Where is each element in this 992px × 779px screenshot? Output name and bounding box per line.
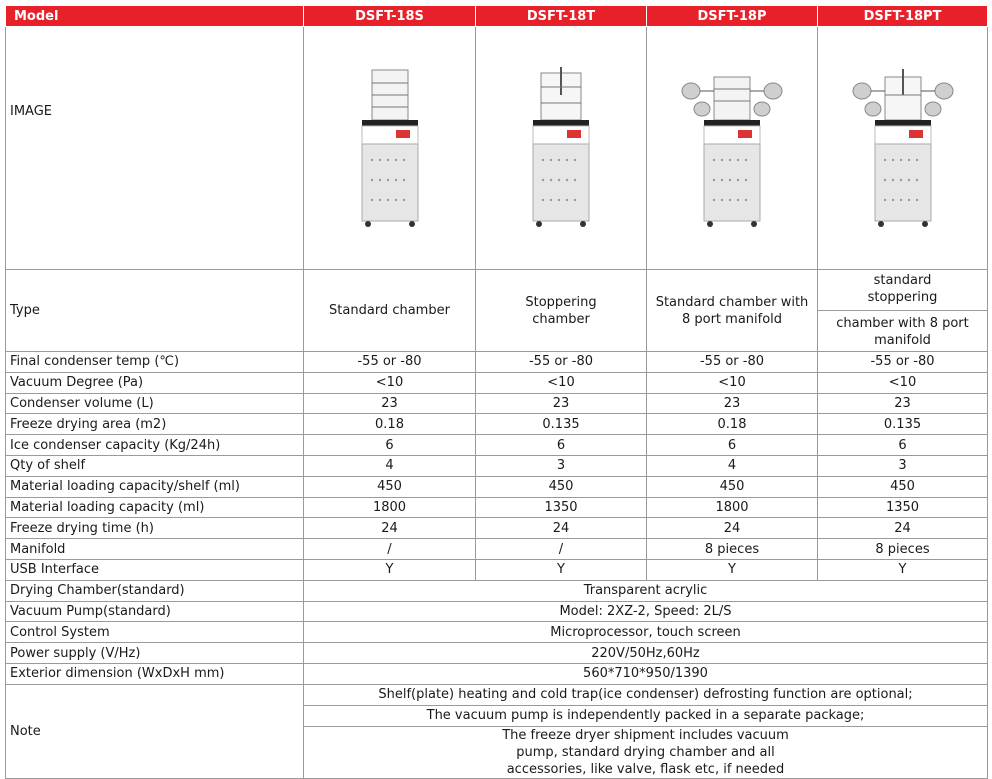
spec-value: 1800	[304, 497, 476, 518]
shared-row	[6, 663, 988, 684]
shared-label: Vacuum Pump(standard)	[6, 601, 304, 622]
spec-label: Final condenser temp (℃)	[6, 352, 304, 373]
spec-value: 450	[818, 476, 988, 497]
spec-row	[6, 455, 988, 476]
spec-label: Qty of shelf	[6, 455, 304, 476]
spec-value: 23	[818, 393, 988, 414]
type-dsft-18pt-top: standard stoppering	[818, 270, 987, 311]
spec-label: USB Interface	[6, 559, 304, 580]
spec-value: 8 pieces	[647, 539, 818, 560]
note-line-3: The freeze dryer shipment includes vacuum pump, standard drying chamber and all accessories, like valve, flask etc, if needed	[304, 726, 988, 778]
spec-value: 450	[647, 476, 818, 497]
note-label: Note	[6, 684, 304, 778]
spec-value: 24	[818, 518, 988, 539]
spec-value: Y	[304, 559, 476, 580]
spec-value: 6	[304, 435, 476, 456]
spec-value: 23	[647, 393, 818, 414]
spec-value: -55 or -80	[818, 352, 988, 373]
spec-value: 4	[304, 455, 476, 476]
shared-label: Control System	[6, 622, 304, 643]
spec-rows	[6, 352, 988, 581]
type-dsft-18s: Standard chamber	[304, 270, 476, 352]
spec-value: 1350	[476, 497, 647, 518]
spec-value: 0.18	[304, 414, 476, 435]
spec-value: <10	[304, 372, 476, 393]
shared-value: Transparent acrylic	[304, 580, 988, 601]
shared-row	[6, 580, 988, 601]
header-row	[6, 6, 988, 27]
shared-value: 560*710*950/1390	[304, 663, 988, 684]
note-row	[6, 684, 988, 705]
freeze-dryer-manifold-image	[677, 65, 787, 231]
spec-row	[6, 435, 988, 456]
spec-row	[6, 559, 988, 580]
image-dsft-18s	[304, 27, 476, 270]
note-line-2: The vacuum pump is independently packed in a separate package;	[304, 705, 988, 726]
spec-value: Y	[818, 559, 988, 580]
spec-row	[6, 497, 988, 518]
spec-value: /	[476, 539, 647, 560]
spec-value: 3	[476, 455, 647, 476]
model-dsft-18t: DSFT-18T	[476, 6, 647, 27]
spec-value: <10	[647, 372, 818, 393]
spec-value: 6	[476, 435, 647, 456]
spec-value: 6	[647, 435, 818, 456]
note-line-1: Shelf(plate) heating and cold trap(ice condenser) defrosting function are optional;	[304, 684, 988, 705]
spec-label: Freeze drying area (m2)	[6, 414, 304, 435]
type-dsft-18t: Stoppering chamber	[476, 270, 647, 352]
spec-value: -55 or -80	[304, 352, 476, 373]
header-model-label: Model	[6, 6, 304, 27]
type-row	[6, 270, 988, 352]
spec-value: -55 or -80	[476, 352, 647, 373]
image-label: IMAGE	[6, 27, 304, 270]
shared-value: Microprocessor, touch screen	[304, 622, 988, 643]
spec-value: <10	[818, 372, 988, 393]
spec-label: Ice condenser capacity (Kg/24h)	[6, 435, 304, 456]
spec-value: 450	[304, 476, 476, 497]
spec-value: 6	[818, 435, 988, 456]
spec-value: Y	[476, 559, 647, 580]
spec-value: 0.135	[476, 414, 647, 435]
shared-value: Model: 2XZ-2, Speed: 2L/S	[304, 601, 988, 622]
spec-label: Condenser volume (L)	[6, 393, 304, 414]
type-dsft-18pt	[818, 270, 988, 352]
shared-label: Drying Chamber(standard)	[6, 580, 304, 601]
type-dsft-18pt-bottom: chamber with 8 port manifold	[836, 316, 969, 348]
spec-value: 0.18	[647, 414, 818, 435]
shared-row	[6, 601, 988, 622]
spec-row	[6, 539, 988, 560]
spec-value: 23	[304, 393, 476, 414]
freeze-dryer-standard-image	[350, 65, 430, 231]
shared-row	[6, 643, 988, 664]
image-row	[6, 27, 988, 270]
spec-label: Freeze drying time (h)	[6, 518, 304, 539]
spec-value: -55 or -80	[647, 352, 818, 373]
shared-label: Exterior dimension (WxDxH mm)	[6, 663, 304, 684]
shared-value: 220V/50Hz,60Hz	[304, 643, 988, 664]
spec-value: Y	[647, 559, 818, 580]
image-dsft-18t	[476, 27, 647, 270]
type-label: Type	[6, 270, 304, 352]
model-dsft-18pt: DSFT-18PT	[818, 6, 988, 27]
spec-label: Manifold	[6, 539, 304, 560]
spec-row	[6, 518, 988, 539]
spec-value: 450	[476, 476, 647, 497]
freeze-dryer-stoppering-manifold-image	[848, 65, 958, 231]
spec-row	[6, 352, 988, 373]
spec-value: 24	[476, 518, 647, 539]
shared-row	[6, 622, 988, 643]
spec-value: 8 pieces	[818, 539, 988, 560]
spec-label: Material loading capacity/shelf (ml)	[6, 476, 304, 497]
spec-value: 24	[304, 518, 476, 539]
spec-label: Vacuum Degree (Pa)	[6, 372, 304, 393]
model-dsft-18p: DSFT-18P	[647, 6, 818, 27]
spec-value: 1800	[647, 497, 818, 518]
spec-value: 23	[476, 393, 647, 414]
shared-rows	[6, 580, 988, 684]
spec-value: 3	[818, 455, 988, 476]
spec-row	[6, 372, 988, 393]
shared-label: Power supply (V/Hz)	[6, 643, 304, 664]
spec-value: 1350	[818, 497, 988, 518]
image-dsft-18pt	[818, 27, 988, 270]
type-dsft-18p: Standard chamber with 8 port manifold	[647, 270, 818, 352]
spec-row	[6, 393, 988, 414]
spec-table	[5, 5, 988, 779]
spec-value: 4	[647, 455, 818, 476]
spec-value: 0.135	[818, 414, 988, 435]
spec-value: /	[304, 539, 476, 560]
spec-label: Material loading capacity (ml)	[6, 497, 304, 518]
spec-value: <10	[476, 372, 647, 393]
spec-row	[6, 414, 988, 435]
spec-row	[6, 476, 988, 497]
image-dsft-18p	[647, 27, 818, 270]
freeze-dryer-stoppering-image	[521, 65, 601, 231]
model-dsft-18s: DSFT-18S	[304, 6, 476, 27]
spec-value: 24	[647, 518, 818, 539]
